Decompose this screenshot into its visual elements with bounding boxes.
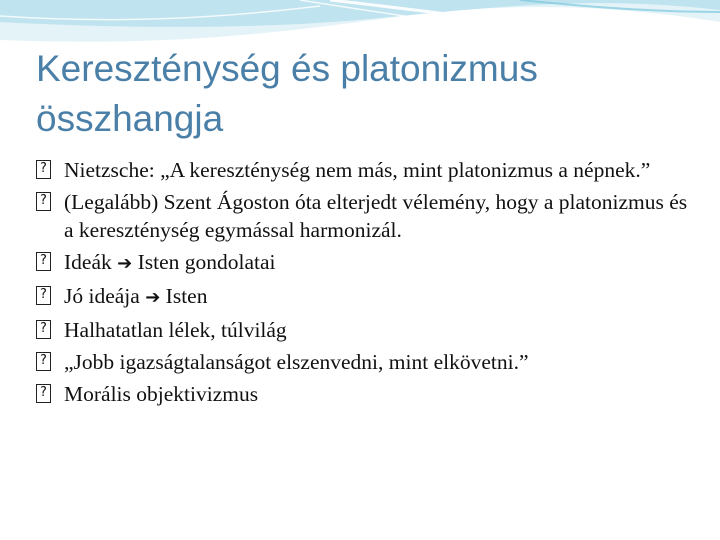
bullet-item [36, 156, 696, 184]
bullet-item [36, 282, 696, 312]
bullet-item [36, 188, 696, 244]
bullet-text: „Jobb igazságtalanságot elszenvedni, mint elkövetni.” [64, 350, 529, 374]
slide-title: Kereszténység és platonizmus összhangja [36, 48, 538, 139]
bullet-item [36, 248, 696, 278]
right-arrow-icon: ➔ [117, 253, 133, 274]
bullet-text: Morális objektivizmus [64, 382, 259, 406]
bullet-marker: ? [36, 160, 51, 179]
bullet-text: Nietzsche: „A kereszténység nem más, mint platonizmus a népnek.” [64, 158, 651, 182]
bullet-text: Halhatatlan lélek, túlvilág [64, 318, 287, 342]
bullet-marker: ? [36, 352, 51, 371]
bullet-item [36, 380, 696, 408]
right-arrow-icon: ➔ [145, 287, 161, 308]
bullet-item [36, 316, 696, 344]
bullet-text: (Legalább) Szent Ágoston óta elterjedt vélemény, hogy a platonizmus és a kereszténység egymással harmonizál. [64, 190, 688, 242]
bullet-text-after-arrow: Isten [165, 284, 208, 308]
bullet-list [36, 156, 696, 412]
bullet-marker: ? [36, 192, 51, 211]
bullet-marker: ? [36, 384, 51, 403]
bullet-marker: ? [36, 286, 51, 305]
bullet-text-before-arrow: Ideák [64, 250, 112, 274]
bullet-marker: ? [36, 252, 51, 271]
bullet-text-before-arrow: Jó ideája [64, 284, 140, 308]
bullet-marker: ? [36, 320, 51, 339]
bullet-text-after-arrow: Isten gondolatai [137, 250, 276, 274]
bullet-item [36, 348, 696, 376]
